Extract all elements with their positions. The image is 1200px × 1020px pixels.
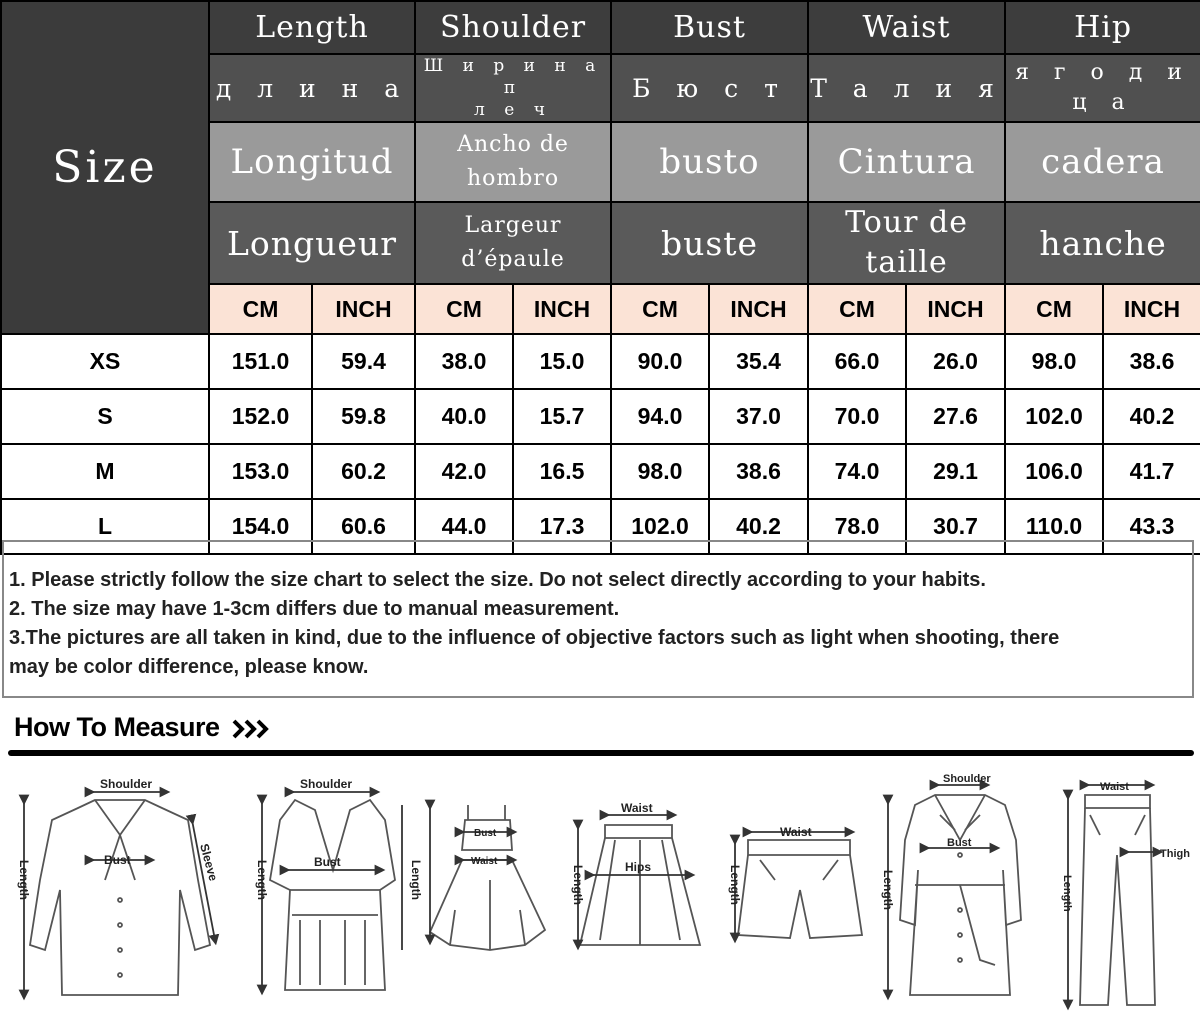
label-length: Length <box>1061 875 1073 912</box>
unit-inch: INCH <box>906 284 1005 334</box>
note-3: 3.The pictures are all taken in kind, due to the influence of objective factors such as light when shooting, there may be color difference, please know. <box>9 627 1060 678</box>
value-cell: 26.0 <box>906 334 1005 389</box>
label-bust: Bust <box>947 837 972 849</box>
unit-inch: INCH <box>1103 284 1200 334</box>
value-cell: 94.0 <box>611 389 709 444</box>
value-cell: 38.6 <box>1103 334 1200 389</box>
table-row <box>1 334 1200 389</box>
divider <box>8 750 1194 756</box>
header-length-fr: Longueur <box>209 202 415 284</box>
value-cell: 110.0 <box>1005 499 1103 554</box>
unit-cm: CM <box>415 284 513 334</box>
value-cell: 15.7 <box>513 389 611 444</box>
unit-cm: CM <box>1005 284 1103 334</box>
table-row <box>1 389 1200 444</box>
trousers-figure <box>1080 795 1155 1005</box>
header-length-en: Length <box>209 1 415 54</box>
value-cell: 60.6 <box>312 499 415 554</box>
label-waist: Waist <box>621 801 653 815</box>
label-length: Length <box>409 860 423 900</box>
header-bust-fr: buste <box>611 202 808 284</box>
value-cell: 44.0 <box>415 499 513 554</box>
value-cell: 154.0 <box>209 499 312 554</box>
value-cell: 37.0 <box>709 389 808 444</box>
header-length-ru: д л и н а <box>209 54 415 122</box>
size-header: Size <box>1 1 209 334</box>
size-cell: L <box>1 499 209 554</box>
notes-box <box>2 540 1194 698</box>
value-cell: 16.5 <box>513 444 611 499</box>
value-cell: 40.0 <box>415 389 513 444</box>
value-cell: 102.0 <box>611 499 709 554</box>
value-cell: 78.0 <box>808 499 906 554</box>
header-bust-es: busto <box>611 122 808 202</box>
blouse-figure <box>30 800 210 995</box>
note-1: 1. Please strictly follow the size chart to select the size. Do not select directly according to your habits. <box>9 569 986 591</box>
unit-inch: INCH <box>513 284 611 334</box>
value-cell: 27.6 <box>906 389 1005 444</box>
label-shoulder: Shoulder <box>100 777 153 791</box>
value-cell: 102.0 <box>1005 389 1103 444</box>
header-shoulder-es: Ancho de hombro <box>415 122 611 202</box>
header-bust-ru: Б ю с т <box>611 54 808 122</box>
value-cell: 98.0 <box>611 444 709 499</box>
header-hip-ru: я г о д и ц а <box>1005 54 1200 122</box>
value-cell: 15.0 <box>513 334 611 389</box>
value-cell: 35.4 <box>709 334 808 389</box>
value-cell: 17.3 <box>513 499 611 554</box>
value-cell: 43.3 <box>1103 499 1200 554</box>
size-cell: S <box>1 389 209 444</box>
label-length: Length <box>255 860 269 900</box>
value-cell: 60.2 <box>312 444 415 499</box>
value-cell: 66.0 <box>808 334 906 389</box>
shorts-figure <box>738 840 862 938</box>
unit-cm: CM <box>209 284 312 334</box>
value-cell: 152.0 <box>209 389 312 444</box>
header-shoulder-en: Shoulder <box>415 1 611 54</box>
header-waist-en: Waist <box>808 1 1005 54</box>
header-hip-es: cadera <box>1005 122 1200 202</box>
value-cell: 98.0 <box>1005 334 1103 389</box>
size-cell: XS <box>1 334 209 389</box>
label-shoulder: Shoulder <box>943 773 991 785</box>
how-to-measure-title: How To Measure <box>14 712 220 742</box>
header-shoulder-ru: Ш и р и н а п л е ч <box>415 54 611 122</box>
skirt-figure <box>580 825 700 945</box>
value-cell: 40.2 <box>1103 389 1200 444</box>
unit-cm: CM <box>808 284 906 334</box>
value-cell: 59.4 <box>312 334 415 389</box>
table-row <box>1 444 1200 499</box>
value-cell: 151.0 <box>209 334 312 389</box>
header-waist-es: Cintura <box>808 122 1005 202</box>
label-length: Length <box>728 865 742 905</box>
label-waist: Waist <box>780 825 812 839</box>
value-cell: 38.6 <box>709 444 808 499</box>
vest-figure <box>270 800 395 990</box>
note-2: 2. The size may have 1-3cm differs due to manual measurement. <box>9 598 620 620</box>
header-hip-en: Hip <box>1005 1 1200 54</box>
header-waist-fr: Tour de taille <box>808 202 1005 284</box>
unit-cm: CM <box>611 284 709 334</box>
header-waist-ru: Т а л и я <box>808 54 1005 122</box>
header-hip-fr: hanche <box>1005 202 1200 284</box>
label-thigh: Thigh <box>1160 848 1190 860</box>
label-hips: Hips <box>625 860 652 874</box>
value-cell: 29.1 <box>906 444 1005 499</box>
value-cell: 59.8 <box>312 389 415 444</box>
value-cell: 74.0 <box>808 444 906 499</box>
measurement-figures <box>0 760 1200 1018</box>
header-bust-en: Bust <box>611 1 808 54</box>
coat-figure <box>900 795 1021 995</box>
label-waist: Waist <box>1100 781 1129 793</box>
header-shoulder-fr: Largeur d’épaule <box>415 202 611 284</box>
label-bust: Bust <box>474 828 497 839</box>
value-cell: 106.0 <box>1005 444 1103 499</box>
strap-dress-figure <box>430 805 545 950</box>
label-shoulder: Shoulder <box>300 777 353 791</box>
unit-inch: INCH <box>312 284 415 334</box>
label-bust: Bust <box>314 855 341 869</box>
value-cell: 30.7 <box>906 499 1005 554</box>
value-cell: 40.2 <box>709 499 808 554</box>
value-cell: 70.0 <box>808 389 906 444</box>
value-cell: 153.0 <box>209 444 312 499</box>
value-cell: 42.0 <box>415 444 513 499</box>
triple-chevron-icon <box>232 719 272 739</box>
label-length: Length <box>881 870 895 910</box>
label-length: Length <box>17 860 31 900</box>
label-length: Length <box>571 865 585 905</box>
label-waist: Waist <box>471 856 498 867</box>
value-cell: 90.0 <box>611 334 709 389</box>
header-length-es: Longitud <box>209 122 415 202</box>
value-cell: 41.7 <box>1103 444 1200 499</box>
size-cell: M <box>1 444 209 499</box>
unit-inch: INCH <box>709 284 808 334</box>
value-cell: 38.0 <box>415 334 513 389</box>
label-sleeve: Sleeve <box>197 842 221 883</box>
label-bust: Bust <box>104 853 131 867</box>
